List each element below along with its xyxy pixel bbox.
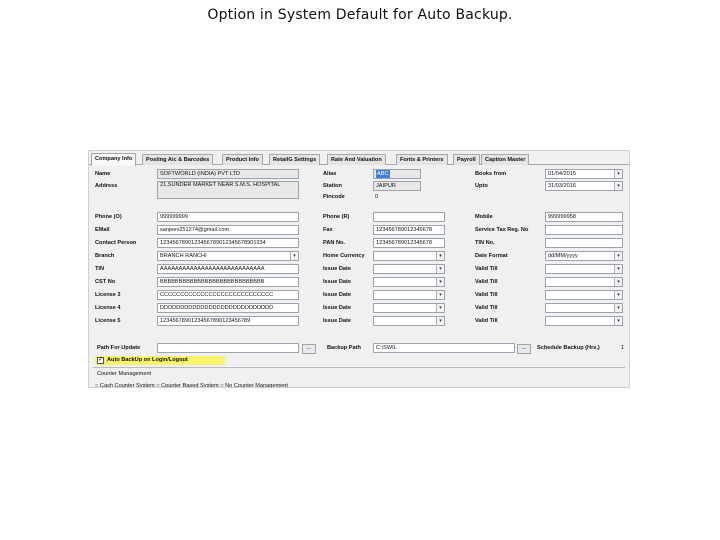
issue-date-select[interactable] xyxy=(373,264,445,274)
valid-till-select[interactable] xyxy=(545,316,623,326)
tab-rate-valuation[interactable]: Rate And Valuation xyxy=(327,154,386,165)
valid-till-label: Valid Till xyxy=(475,318,498,324)
phone-r-label: Phone (R) xyxy=(323,214,350,220)
tab-fonts-printers[interactable]: Fonts & Printers xyxy=(396,154,448,165)
chevron-down-icon[interactable]: ▾ xyxy=(614,291,622,299)
upto-label: Upto xyxy=(475,183,488,189)
chevron-down-icon[interactable]: ▾ xyxy=(614,170,622,178)
mobile-field[interactable]: 999999958 xyxy=(545,212,623,222)
license5-label: License 5 xyxy=(95,318,121,324)
phone-o-field[interactable]: 999999999 xyxy=(157,212,299,222)
tab-bar xyxy=(89,153,629,165)
issue-date-label: Issue Date xyxy=(323,279,351,285)
station-field[interactable]: JAIPUR xyxy=(373,181,421,191)
date-format-label: Date Format xyxy=(475,253,508,259)
valid-till-label: Valid Till xyxy=(475,292,498,298)
tab-company-info[interactable]: Company Info xyxy=(91,153,136,166)
issue-date-select[interactable] xyxy=(373,277,445,287)
path-update-label: Path For Update xyxy=(97,345,141,351)
fax-label: Fax xyxy=(323,227,333,233)
tab-product-info[interactable]: Product Info xyxy=(222,154,263,165)
home-currency-select[interactable] xyxy=(373,251,445,261)
tin-no-label: TIN No. xyxy=(475,240,495,246)
branch-select[interactable] xyxy=(157,251,299,261)
browse-update-button[interactable]: ... xyxy=(302,344,316,354)
name-field[interactable]: SOFTWORLD (INDIA) PVT LTD xyxy=(157,169,299,179)
books-from-value: 01/04/2015 xyxy=(548,171,576,177)
auto-backup-label: Auto BackUp on Login/Logout xyxy=(107,357,188,363)
chevron-down-icon[interactable]: ▾ xyxy=(614,278,622,286)
tab-caption-master[interactable]: Caption Master xyxy=(481,154,529,165)
home-currency-label: Home Currency xyxy=(323,253,365,259)
issue-date-label: Issue Date xyxy=(323,266,351,272)
auto-backup-row[interactable] xyxy=(95,356,225,365)
cst-field[interactable]: BBBBBBBBBBBBBBBBBBBBBBBBBBBB xyxy=(157,277,299,287)
chevron-down-icon[interactable]: ▾ xyxy=(290,252,298,260)
email-label: EMail xyxy=(95,227,110,233)
address-label: Address xyxy=(95,183,118,189)
pan-label: PAN No. xyxy=(323,240,345,246)
issue-date-label: Issue Date xyxy=(323,305,351,311)
phone-r-field[interactable] xyxy=(373,212,445,222)
chevron-down-icon[interactable]: ▾ xyxy=(436,278,444,286)
chevron-down-icon[interactable]: ▾ xyxy=(436,252,444,260)
chevron-down-icon[interactable]: ▾ xyxy=(436,265,444,273)
license3-field[interactable]: CCCCCCCCCCCCCCCCCCCCCCCCCCCC xyxy=(157,290,299,300)
issue-date-select[interactable] xyxy=(373,303,445,313)
date-format-value: dd/MM/yyyy xyxy=(548,253,578,259)
backup-path-field[interactable]: C:\SWIL xyxy=(373,343,515,353)
service-tax-field[interactable] xyxy=(545,225,623,235)
contact-person-label: Contact Person xyxy=(95,240,137,246)
service-tax-label: Service Tax Reg. No xyxy=(475,227,529,233)
tin-label: TIN xyxy=(95,266,105,272)
backup-path-label: Backup Path xyxy=(327,345,361,351)
valid-till-label: Valid Till xyxy=(475,279,498,285)
tin-no-field[interactable] xyxy=(545,238,623,248)
counter-management-label: Counter Management xyxy=(97,371,152,377)
books-from-select[interactable] xyxy=(545,169,623,179)
path-update-field[interactable] xyxy=(157,343,299,353)
license4-field[interactable]: DDDDDDDDDDDDDDDDDDDDDDDDDDDD xyxy=(157,303,299,313)
system-default-window xyxy=(88,150,630,388)
chevron-down-icon[interactable]: ▾ xyxy=(614,265,622,273)
divider xyxy=(93,367,625,368)
chevron-down-icon[interactable]: ▾ xyxy=(436,291,444,299)
browse-backup-button[interactable]: ... xyxy=(517,344,531,354)
tab-posting[interactable]: Posting A/c & Barcodes xyxy=(142,154,213,165)
valid-till-select[interactable] xyxy=(545,264,623,274)
station-label: Station xyxy=(323,183,342,189)
tab-retailg-settings[interactable]: RetailG Settings xyxy=(269,154,320,165)
alias-field[interactable] xyxy=(373,169,421,179)
tab-payroll[interactable]: Payroll xyxy=(453,154,480,165)
branch-label: Branch xyxy=(95,253,115,259)
email-field[interactable]: sanjeev251274@gmail.com xyxy=(157,225,299,235)
upto-select[interactable] xyxy=(545,181,623,191)
chevron-down-icon[interactable]: ▾ xyxy=(614,252,622,260)
alias-value: ABC xyxy=(377,171,389,177)
pan-field[interactable]: 123456789012345678 xyxy=(373,238,445,248)
pincode-value: 0 xyxy=(375,194,379,200)
name-label: Name xyxy=(95,171,111,177)
counter-radio-group[interactable]: ○ Cash Counter System ○ Counter Based System ○ No Counter Management xyxy=(95,383,288,388)
issue-date-label: Issue Date xyxy=(323,292,351,298)
branch-value: BRANCH RANCHI xyxy=(160,253,207,259)
valid-till-select[interactable] xyxy=(545,303,623,313)
issue-date-label: Issue Date xyxy=(323,318,351,324)
issue-date-select[interactable] xyxy=(373,290,445,300)
pincode-label: Pincode xyxy=(323,194,345,200)
address-field[interactable]: 21,SUNDER MARKET NEAR S.M.S. HOSPITAL xyxy=(157,181,299,199)
phone-o-label: Phone (O) xyxy=(95,214,122,220)
valid-till-label: Valid Till xyxy=(475,266,498,272)
chevron-down-icon[interactable]: ▾ xyxy=(436,304,444,312)
valid-till-select[interactable] xyxy=(545,290,623,300)
chevron-down-icon[interactable]: ▾ xyxy=(614,317,622,325)
tin-field[interactable]: AAAAAAAAAAAAAAAAAAAAAAAAAAAA xyxy=(157,264,299,274)
mobile-label: Mobile xyxy=(475,214,493,220)
contact-person-field[interactable]: 1234567890123456789012345678901234 xyxy=(157,238,299,248)
fax-field[interactable]: 123456789012345678 xyxy=(373,225,445,235)
issue-date-select[interactable] xyxy=(373,316,445,326)
cst-label: CST No xyxy=(95,279,116,285)
books-from-label: Books from xyxy=(475,171,507,177)
chevron-down-icon[interactable]: ▾ xyxy=(614,182,622,190)
auto-backup-checkbox[interactable]: ✓ xyxy=(98,357,104,363)
slide-title: Option in System Default for Auto Backup. xyxy=(207,7,513,23)
valid-till-select[interactable] xyxy=(545,277,623,287)
chevron-down-icon[interactable]: ▾ xyxy=(614,304,622,312)
valid-till-label: Valid Till xyxy=(475,305,498,311)
upto-value: 31/03/2016 xyxy=(548,183,576,189)
license5-field[interactable]: 12345678901234567890123456789 xyxy=(157,316,299,326)
chevron-down-icon[interactable]: ▾ xyxy=(436,317,444,325)
license4-label: License 4 xyxy=(95,305,121,311)
date-format-select[interactable] xyxy=(545,251,623,261)
alias-label: Alias xyxy=(323,171,337,177)
license3-label: License 3 xyxy=(95,292,121,298)
schedule-backup-value[interactable]: 1 xyxy=(621,345,625,351)
schedule-backup-label: Schedule Backup (Hrs.) xyxy=(537,345,600,351)
